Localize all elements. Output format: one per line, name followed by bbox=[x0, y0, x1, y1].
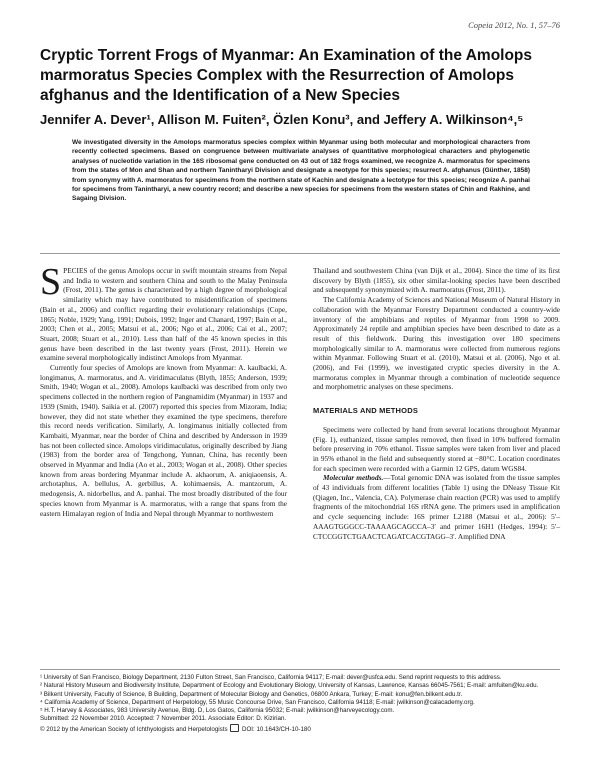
footnotes bbox=[40, 674, 565, 734]
intro-paragraph-3: Thailand and southwestern China (van Dijk et al., 2004). Since the time of its first discovery by Blyth (1855), six other similar-looking species have been described and subsequently synonymized with A. marmoratus (Frost, 2011). bbox=[313, 266, 560, 295]
methods-paragraph-1: Specimens were collected by hand from several locations throughout Myanmar (Fig. 1), euthanized, tissue samples removed, then fixed in 10% buffered formalin before preserving in 70% ethanol. Tissue samples were taken from liver and placed in 95% ethanol in the field and subsequently stored at −80°C. Location coordinates for each specimen were recorded with a Garmin 12 GPS, datum WGS84. bbox=[313, 424, 560, 473]
drop-cap: S bbox=[40, 261, 62, 303]
copyright-line bbox=[40, 724, 565, 734]
footnote: ² Natural History Museum and Biodiversity Institute, Department of Ecology and Evolutionary Biology, University of Kansas, Lawrence, Kansas 66045-7561; E-mail: amfuiten@ku.edu. bbox=[40, 682, 539, 690]
footnote: ¹ University of San Francisco, Biology Department, 2130 Fulton Street, San Francisco, California 94117; E-mail: dever@usfca.edu. Send reprint requests to this address. bbox=[40, 674, 502, 681]
right-column bbox=[313, 266, 560, 541]
footnote: ⁴ California Academy of Science, Department of Herpetology, 55 Music Concourse Drive, San Francisco, California 94118; E-mail: jwilkinson@calacademy.org. bbox=[40, 698, 475, 706]
submission-dates: Submitted: 22 November 2010. Accepted: 7 November 2011. Associate Editor: D. Kizirian. bbox=[40, 715, 287, 723]
running-head: Copeia 2012, No. 1, 57–76 bbox=[468, 20, 560, 30]
abstract: We investigated diversity in the Amolops marmoratus species complex within Myanmar using both molecular and morphological characters from recently collected specimens. Based on congruence between multivariate analyses of quantitative morphological characters and phylogenetic analyses of nucleotide variation in the 16S ribosomal gene conducted on 43 out of 182 frogs examined, we recognize A. marmoratus for specimens from the states of Mon and Shan and northern Tanintharyi Division and designate a neotype for this species; resurrect A. afghanus (Günther, 1858) from synonymy with A. marmoratus for specimens from the northern state of Kachin and designate a lectotype for this species; recognize A. panhai for specimens from Tanintharyi, a new country record; and describe a new species for specimens from the western states of Chin and Rakhine, and Sagaing Division. bbox=[72, 139, 530, 203]
footnote-divider bbox=[40, 669, 560, 670]
footnote: ⁵ H.T. Harvey & Associates, 983 University Avenue, Bldg. D, Los Gatos, California 95032; E-mail: jwilkinson@harveyecology.com. bbox=[40, 707, 395, 715]
copyright-text: © 2012 by the American Society of Ichthyologists and Herpetologists bbox=[40, 725, 228, 733]
methods-paragraph-2 bbox=[313, 473, 560, 541]
section-heading-methods: MATERIALS AND METHODS bbox=[313, 406, 419, 416]
intro-paragraph-4: The California Academy of Sciences and National Museum of Natural History in collaboration with the Myanmar Forestry Department conducted a country-wide inventory of the amphibians and reptiles of Myanmar from 1998 to 2009. Approximately 24 reptile and amphibian species have been described to date as a result of this fieldwork. During this investigation over 180 specimens morphologically similar to A. marmoratus were collected from numerous regions within Myanmar. Following Stuart et al. (2010), Matsui et al. (2006), Ngo et al. (2006), and Fei (1999), we investigated cryptic species diversity in the A. marmoratus complex in Myanmar through a combination of nucleotide sequence and morphometric analyses on these specimens. bbox=[313, 295, 560, 392]
doi-text: DOI: 10.1643/CH-10-180 bbox=[242, 725, 311, 733]
article-title: Cryptic Torrent Frogs of Myanmar: An Examination of the Amolops marmoratus Species Complex with the Resurrection of Amolops afghanus and the Identification of a New Species bbox=[40, 47, 533, 104]
author-list: Jennifer A. Dever¹, Allison M. Fuiten², Özlen Konu³, and Jeffery A. Wilkinson⁴,⁵ bbox=[40, 112, 524, 127]
intro-paragraph-2: Currently four species of Amolops are known from Myanmar: A. kaulbacki, A. longimanus, A. marmoratus, and A. viridimaculatus (Blyth, 1855; Anderson, 1939; Smith, 1940; Wogan et al., 2008). Amolops kaulbacki was described from only two specimens collected in the northern region of Pangnamidim (Myanmar) in 1937 and 1939 (Smith, 1940). Saikia et al. (2007) reported this species from Mizoram, India; however, they did not state whether they examined the type specimens, therefore this record needs verification. Similarly, A. longimanus initially collected from Kambaiti, Myanmar, near the border of China and described by Andersson in 1939 has not been collected since. Amolops viridimaculatus, originally described by Jiang (1983) from the border area of Tengchong, Yunnan, China, has recently been observed in Myanmar and India (Ao et al., 2003; Wogan et al., 2008). Other species known from areas bordering Myanmar include A. akhaorum, A. aniqiaoensis, A. archotaphus, A. bellulus, A. gerbillus, A. kohimaensis, A. mantzorum, A. medogensis, A. nidorbellus, and A. panhai. The most broadly distributed of the four species known from Myanmar is A. marmoratus, with a range that spans from the eastern Himalayan region of India and Nepal through Myanmar to northwestern bbox=[40, 363, 287, 518]
left-column bbox=[40, 261, 287, 518]
intro-paragraph-1-text: PECIES of the genus Amolops occur in swift mountain streams from Nepal and India to western and southern China and south to the Malay Peninsula (Frost, 2011). The genus is characterized by a high degree of morphological similarity which may have contributed to misidentification of specimens (Bain et al., 2006) and conflict regarding their evolutionary relationships (Cope, 1865; Noble, 1929; Yang, 1991; Dubois, 1992; Inger and Chanard, 1997; Bain et al., 2003; Chen et al., 2005; Matsui et al., 2006; Ngo et al., 2006; Cai et al., 2007; Stuart, 2008; Stuart et al., 2010). Less than half of the 45 known species in this genus have been described in the last twenty years (Frost, 2011). Herein we examine several morphologically indistinct Amolops from Myanmar. bbox=[40, 266, 287, 363]
footnote: ³ Bilkent University, Faculty of Science, B Building, Department of Molecular Biology and Genetics, 06800 Ankara, Turkey; E-mail: konu@fen.bilkent.edu.tr. bbox=[40, 690, 463, 698]
abstract-divider bbox=[40, 253, 560, 254]
molecular-methods-text: —Total genomic DNA was isolated from the tissue samples of 43 individuals from different localities (Table 1) using the DNeasy Tissue Kit (Qiagen, Inc., Valencia, CA). Polymerase chain reaction (PCR) was used to amplify fragments of the mitochondrial 16S rRNA gene. The primers used in amplification and cycle sequencing include: 16S primer L2188 (Matsui et al., 2006): 5′–AAAGTGGGCC-TAAAAGCAGCCA–3′ and primer 16H1 (Hedges, 1994): 5′–CTCCGGTCTGAACTCAGATCACGTAGG–3′. Amplified DNA bbox=[313, 473, 561, 541]
intro-paragraph-1 bbox=[40, 261, 287, 363]
molecular-methods-heading: Molecular methods. bbox=[323, 473, 384, 483]
doi-icon bbox=[230, 724, 239, 732]
